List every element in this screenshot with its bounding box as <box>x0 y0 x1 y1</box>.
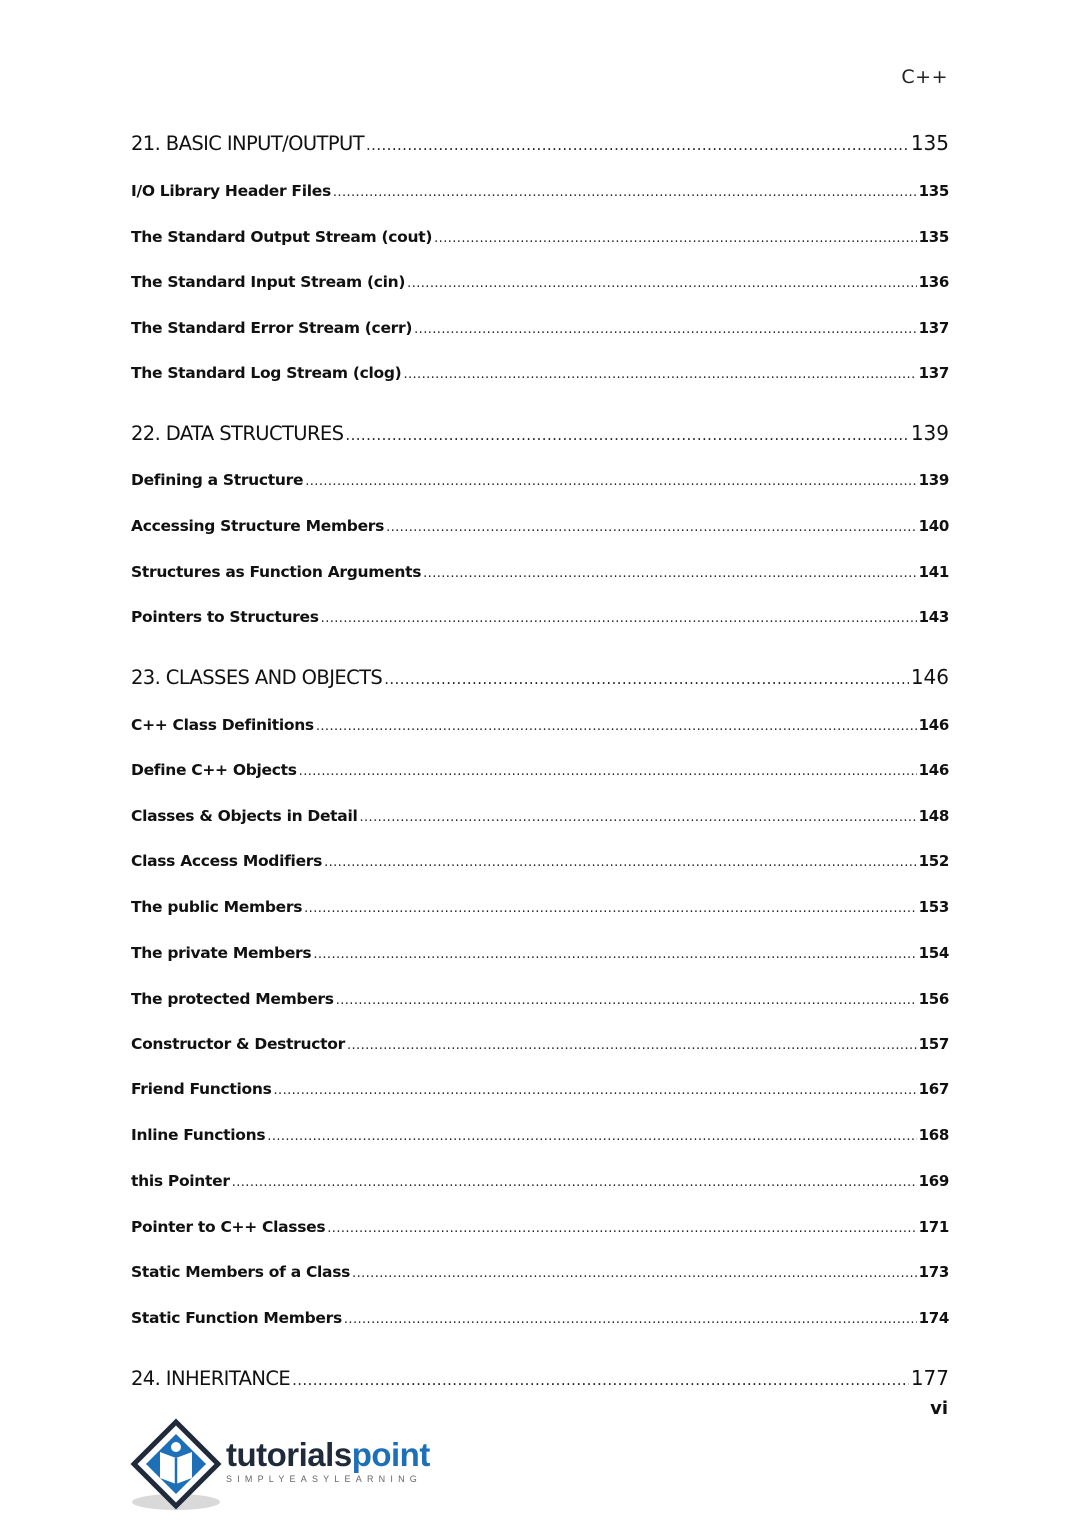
toc-entry-title: The private Members <box>131 944 312 962</box>
toc-entry-title: Constructor & Destructor <box>131 1035 345 1053</box>
toc-entry-title: Inline Functions <box>131 1126 266 1144</box>
toc-entry-title: Accessing Structure Members <box>131 517 385 535</box>
dot-leader <box>434 231 916 246</box>
toc-entry-title: I/O Library Header Files <box>131 182 331 200</box>
dot-leader <box>347 1038 917 1053</box>
toc-entry-title: The Standard Error Stream (cerr) <box>131 319 413 337</box>
toc-section-entry[interactable] <box>131 273 949 291</box>
toc-entry-page: 154 <box>918 944 949 962</box>
dot-leader <box>274 1083 917 1098</box>
toc-section-entry[interactable] <box>131 716 949 734</box>
toc-entry-title: Define C++ Objects <box>131 761 297 779</box>
dot-leader <box>267 1129 916 1144</box>
toc-section-entry[interactable] <box>131 807 949 825</box>
toc-section-entry[interactable] <box>131 182 949 200</box>
toc-entry-page: 141 <box>918 563 949 581</box>
dot-leader <box>304 901 916 916</box>
toc-section-entry[interactable] <box>131 517 949 535</box>
toc-entry-page: 146 <box>918 716 949 734</box>
toc-entry-title: The Standard Output Stream (cout) <box>131 228 433 246</box>
toc-chapter-entry[interactable] <box>131 131 949 155</box>
toc-entry-page: 171 <box>918 1218 949 1236</box>
toc-section-entry[interactable] <box>131 1309 949 1327</box>
toc-section-entry[interactable] <box>131 364 949 382</box>
toc-section-entry[interactable] <box>131 990 949 1008</box>
toc-section-entry[interactable] <box>131 761 949 779</box>
dot-leader <box>344 1312 917 1327</box>
toc-entry-title: Pointer to C++ Classes <box>131 1218 326 1236</box>
toc-entry-title: Defining a Structure <box>131 471 304 489</box>
dot-leader <box>423 566 916 581</box>
toc-entry-page: 153 <box>918 898 949 916</box>
toc-entry-page: 140 <box>918 517 949 535</box>
toc-entry-page: 135 <box>910 131 949 155</box>
toc-section-entry[interactable] <box>131 1080 949 1098</box>
toc-entry-title: Pointers to Structures <box>131 608 319 626</box>
toc-chapter-entry[interactable] <box>131 421 949 445</box>
page-number: vi <box>930 1398 948 1419</box>
dot-leader <box>305 474 916 489</box>
toc-entry-page: 135 <box>918 228 949 246</box>
toc-section-entry[interactable] <box>131 608 949 626</box>
toc-entry-title: Static Function Members <box>131 1309 342 1327</box>
toc-entry-title: Static Members of a Class <box>131 1263 351 1281</box>
dot-leader <box>366 136 909 154</box>
dot-leader <box>333 185 917 200</box>
dot-leader <box>321 611 917 626</box>
toc-entry-title: Friend Functions <box>131 1080 272 1098</box>
dot-leader <box>359 810 916 825</box>
dot-leader <box>384 670 909 688</box>
dot-leader <box>232 1175 917 1190</box>
dot-leader <box>414 322 916 337</box>
toc-entry-page: 169 <box>918 1172 949 1190</box>
toc-entry-page: 139 <box>910 421 949 445</box>
logo-emblem-icon <box>130 1418 222 1513</box>
toc-entry-page: 137 <box>918 319 949 337</box>
toc-entry-title: C++ Class Definitions <box>131 716 314 734</box>
dot-leader <box>336 993 917 1008</box>
toc-entry-title: Class Access Modifiers <box>131 852 323 870</box>
toc-section-entry[interactable] <box>131 563 949 581</box>
dot-leader <box>299 764 917 779</box>
dot-leader <box>352 1266 917 1281</box>
toc-entry-page: 137 <box>918 364 949 382</box>
toc-entry-title: The Standard Input Stream (cin) <box>131 273 406 291</box>
toc-section-entry[interactable] <box>131 471 949 489</box>
tutorialspoint-logo <box>130 1418 460 1513</box>
toc-chapter-entry[interactable] <box>131 665 949 689</box>
toc-entry-title: this Pointer <box>131 1172 230 1190</box>
toc-section-entry[interactable] <box>131 852 949 870</box>
dot-leader <box>324 855 917 870</box>
toc-entry-page: 167 <box>918 1080 949 1098</box>
toc-entry-title: 22. DATA STRUCTURES <box>131 422 344 445</box>
dot-leader <box>313 947 916 962</box>
toc-section-entry[interactable] <box>131 1263 949 1281</box>
toc-chapter-entry[interactable] <box>131 1366 949 1390</box>
toc-entry-page: 157 <box>918 1035 949 1053</box>
dot-leader <box>316 719 917 734</box>
toc-section-entry[interactable] <box>131 1218 949 1236</box>
toc-entry-title: Structures as Function Arguments <box>131 563 422 581</box>
toc-entry-title: 23. CLASSES AND OBJECTS <box>131 666 383 689</box>
toc-entry-page: 156 <box>918 990 949 1008</box>
toc-section-entry[interactable] <box>131 1126 949 1144</box>
running-header: C++ <box>901 66 948 88</box>
toc-entry-page: 146 <box>918 761 949 779</box>
toc-entry-page: 148 <box>918 807 949 825</box>
toc-entry-page: 152 <box>918 852 949 870</box>
toc-entry-page: 174 <box>918 1309 949 1327</box>
toc-section-entry[interactable] <box>131 319 949 337</box>
toc-entry-title: Classes & Objects in Detail <box>131 807 358 825</box>
toc-entry-page: 146 <box>910 665 949 689</box>
logo-wordmark: tutorialspoint <box>226 1436 430 1473</box>
toc-section-entry[interactable] <box>131 228 949 246</box>
toc-entry-page: 168 <box>918 1126 949 1144</box>
logo-tagline: SIMPLYEASYLEARNING <box>226 1474 422 1484</box>
toc-entry-page: 173 <box>918 1263 949 1281</box>
toc-entry-title: 24. INHERITANCE <box>131 1367 291 1390</box>
dot-leader <box>407 276 916 291</box>
toc-entry-page: 139 <box>918 471 949 489</box>
dot-leader <box>292 1371 909 1389</box>
toc-entry-page: 135 <box>918 182 949 200</box>
toc-entry-title: 21. BASIC INPUT/OUTPUT <box>131 132 364 155</box>
toc-section-entry[interactable] <box>131 1035 949 1053</box>
dot-leader <box>327 1221 916 1236</box>
toc-section-entry[interactable] <box>131 1172 949 1190</box>
toc-entry-page: 177 <box>910 1366 949 1390</box>
toc-entry-title: The Standard Log Stream (clog) <box>131 364 402 382</box>
toc-section-entry[interactable] <box>131 944 949 962</box>
toc-entry-title: The public Members <box>131 898 303 916</box>
dot-leader <box>403 367 916 382</box>
toc-section-entry[interactable] <box>131 898 949 916</box>
dot-leader <box>345 426 908 444</box>
toc-entry-page: 136 <box>918 273 949 291</box>
dot-leader <box>386 520 917 535</box>
toc-entry-title: The protected Members <box>131 990 334 1008</box>
toc-entry-page: 143 <box>918 608 949 626</box>
